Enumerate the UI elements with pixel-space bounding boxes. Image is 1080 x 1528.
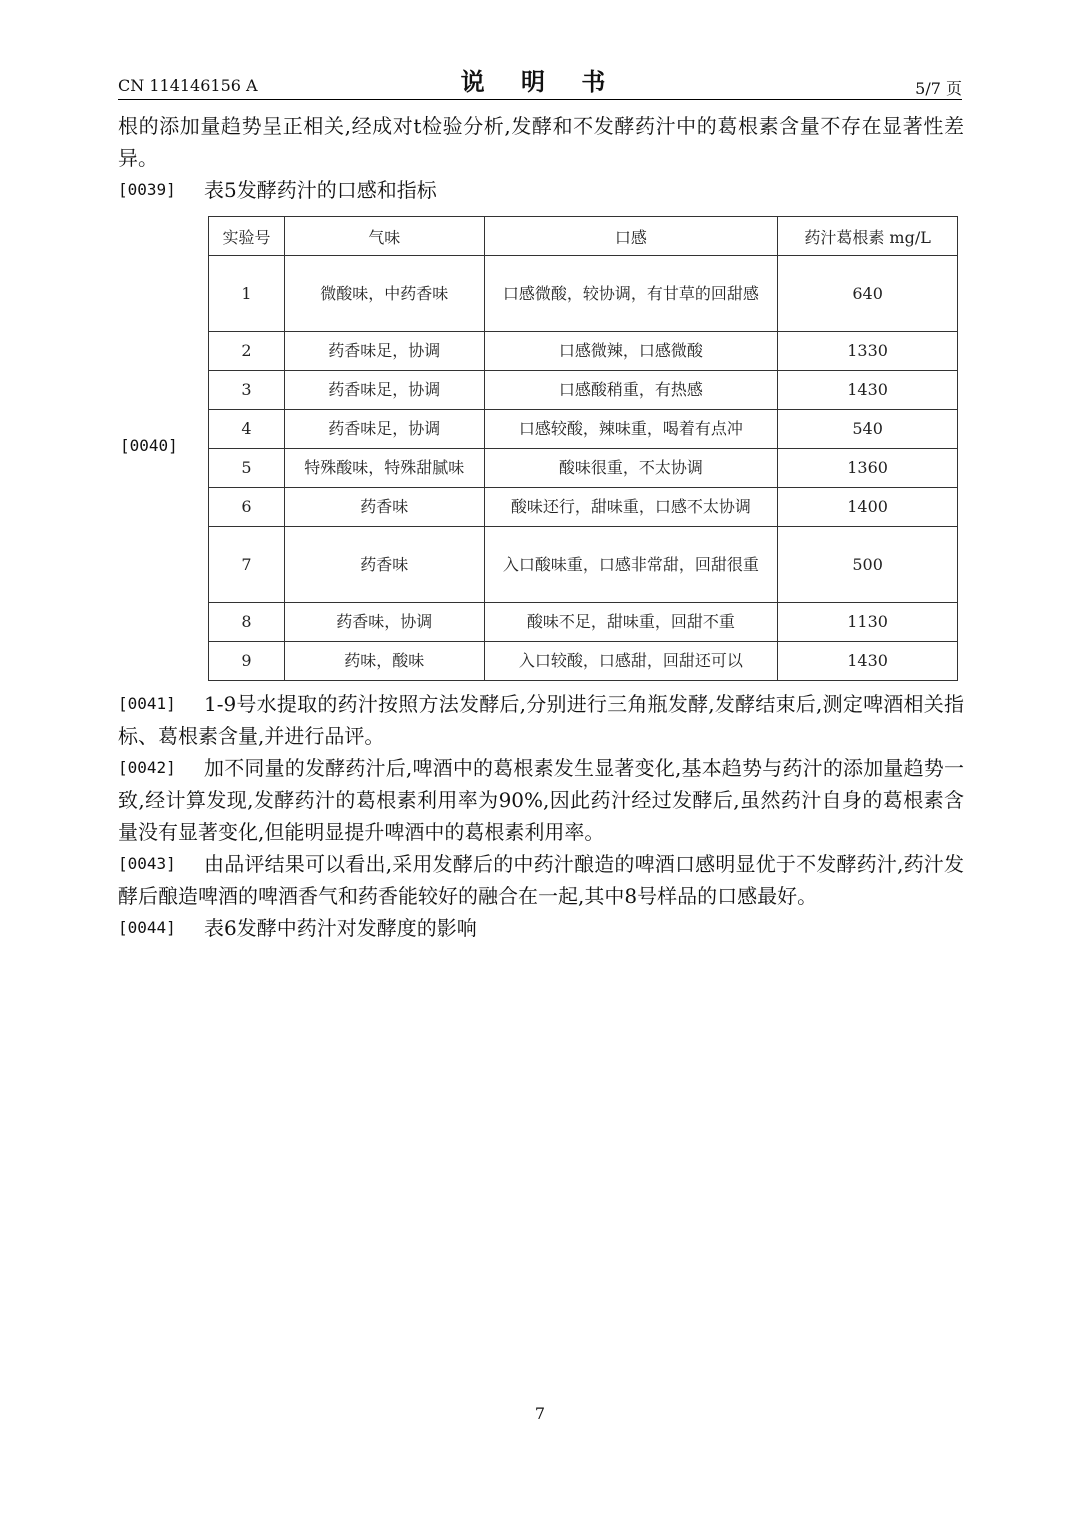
header-smell: 气味	[284, 217, 484, 256]
document-title: 说 明 书	[460, 67, 620, 96]
cell-puerarin: 500	[778, 527, 958, 603]
paragraph-text: 加不同量的发酵药汁后,啤酒中的葛根素发生显著变化,基本趋势与药汁的添加量趋势一致,经计算发现,发酵药汁的葛根素利用率为90%,因此药汁经过发酵后,虽然药汁自身的葛根素含量没有显著变化,但能明显提升啤酒中的葛根素利用率。	[118, 756, 964, 844]
intro-paragraph: 根的添加量趋势呈正相关,经成对t检验分析,发酵和不发酵药汁中的葛根素含量不存在显著性差异。	[118, 114, 964, 170]
table-row	[209, 371, 958, 410]
cell-smell: 药香味，协调	[284, 603, 484, 642]
cell-taste: 口感微酸，较协调，有甘草的回甜感	[484, 256, 778, 332]
cell-puerarin: 1430	[778, 371, 958, 410]
header-divider	[118, 99, 962, 100]
cell-no: 1	[209, 256, 285, 332]
cell-smell: 药味，酸味	[284, 642, 484, 681]
cell-puerarin: 1400	[778, 488, 958, 527]
paragraph-tag: [0042]	[118, 758, 176, 777]
body-top	[118, 110, 964, 206]
table-row	[209, 410, 958, 449]
table-row	[209, 256, 958, 332]
cell-smell: 药香味足，协调	[284, 410, 484, 449]
header-taste: 口感	[484, 217, 778, 256]
paragraph-tag: [0041]	[118, 694, 176, 713]
page-header	[118, 62, 962, 100]
paragraph-text: 表5发酵药汁的口感和指标	[204, 178, 437, 202]
paragraph-0039	[118, 174, 964, 206]
header-no: 实验号	[209, 217, 285, 256]
cell-no: 7	[209, 527, 285, 603]
cell-no: 6	[209, 488, 285, 527]
cell-no: 2	[209, 332, 285, 371]
cell-taste: 口感较酸，辣味重，喝着有点冲	[484, 410, 778, 449]
cell-taste: 口感酸稍重，有热感	[484, 371, 778, 410]
paragraph-tag-0040: [0040]	[120, 436, 178, 455]
table-header-row	[209, 217, 958, 256]
cell-smell: 药香味	[284, 488, 484, 527]
paragraph-tag: [0039]	[118, 180, 176, 199]
cell-no: 3	[209, 371, 285, 410]
cell-puerarin: 1130	[778, 603, 958, 642]
cell-smell: 特殊酸味，特殊甜腻味	[284, 449, 484, 488]
cell-taste: 入口较酸，口感甜，回甜还可以	[484, 642, 778, 681]
data-table	[208, 216, 958, 681]
page-indicator: 5/7 页	[915, 79, 962, 98]
cell-taste: 酸味还行，甜味重，口感不太协调	[484, 488, 778, 527]
cell-puerarin: 1430	[778, 642, 958, 681]
cell-no: 8	[209, 603, 285, 642]
cell-taste: 口感微辣，口感微酸	[484, 332, 778, 371]
cell-puerarin: 540	[778, 410, 958, 449]
cell-no: 4	[209, 410, 285, 449]
body-bottom	[118, 688, 964, 944]
cell-taste: 酸味很重，不太协调	[484, 449, 778, 488]
paragraph-tag: [0043]	[118, 854, 176, 873]
cell-no: 5	[209, 449, 285, 488]
table-row	[209, 449, 958, 488]
paragraph-text: 由品评结果可以看出,采用发酵后的中药汁酿造的啤酒口感明显优于不发酵药汁,药汁发酵后酿造啤酒的啤酒香气和药香能较好的融合在一起,其中8号样品的口感最好。	[118, 852, 964, 908]
paragraph-tag: [0044]	[118, 918, 176, 937]
cell-puerarin: 1330	[778, 332, 958, 371]
header-puerarin: 药汁葛根素 mg/L	[778, 217, 958, 256]
table-row	[209, 527, 958, 603]
table-row	[209, 642, 958, 681]
cell-puerarin: 640	[778, 256, 958, 332]
paragraph-text: 1-9号水提取的药汁按照方法发酵后,分别进行三角瓶发酵,发酵结束后,测定啤酒相关指标、葛根素含量,并进行品评。	[118, 692, 964, 748]
table-row	[209, 603, 958, 642]
page-number: 7	[534, 1404, 546, 1423]
paragraph-0041	[118, 688, 964, 752]
paragraph-text: 表6发酵中药汁对发酵度的影响	[204, 916, 477, 940]
paragraph-0042	[118, 752, 964, 848]
paragraph-0043	[118, 848, 964, 912]
table-row	[209, 332, 958, 371]
cell-smell: 药香味足，协调	[284, 332, 484, 371]
cell-smell: 微酸味，中药香味	[284, 256, 484, 332]
table-5	[208, 216, 958, 681]
publication-number: CN 114146156 A	[118, 76, 258, 95]
paragraph-0044	[118, 912, 964, 944]
cell-smell: 药香味	[284, 527, 484, 603]
cell-smell: 药香味足，协调	[284, 371, 484, 410]
cell-puerarin: 1360	[778, 449, 958, 488]
cell-no: 9	[209, 642, 285, 681]
table-row	[209, 488, 958, 527]
cell-taste: 入口酸味重，口感非常甜，回甜很重	[484, 527, 778, 603]
cell-taste: 酸味不足，甜味重，回甜不重	[484, 603, 778, 642]
